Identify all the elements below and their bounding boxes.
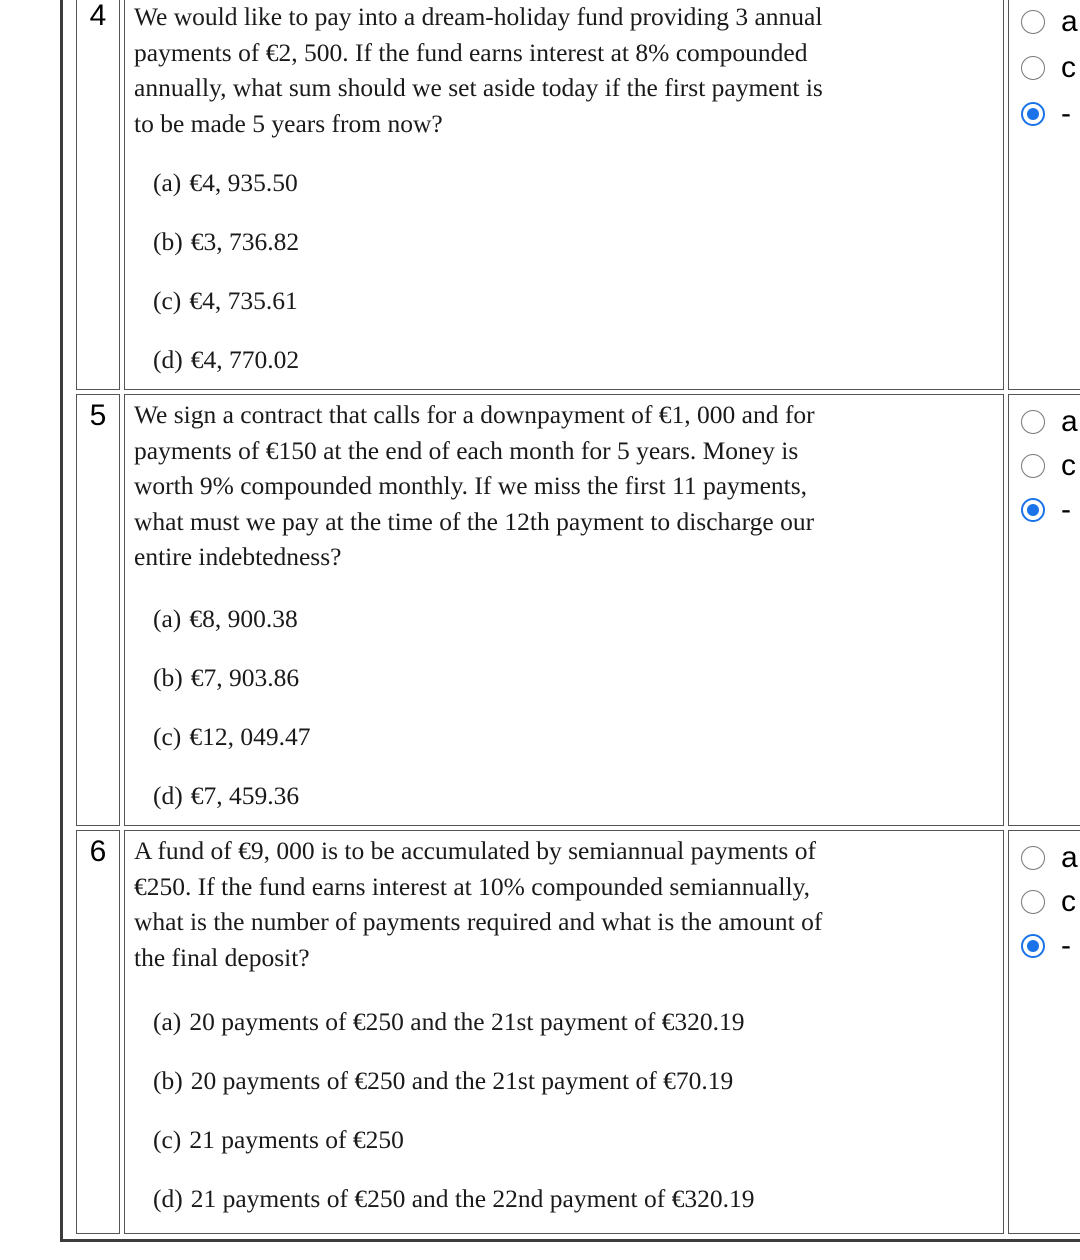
option-text: €4, 770.02 (190, 345, 300, 374)
option-item (153, 589, 1003, 648)
answer-cell (1008, 394, 1080, 826)
radio-label: c (1061, 885, 1076, 918)
question-number-cell (76, 394, 120, 826)
question-text-line: the final deposit? (134, 942, 310, 972)
question-text-line: annually, what sum should we set aside today if the first payment is (134, 73, 823, 102)
option-letter: (d) (153, 1184, 183, 1213)
option-text: 21 payments of €250 (189, 1125, 404, 1154)
question-text-line: We sign a contract that calls for a downpayment of €1, 000 and for (134, 400, 815, 429)
question-text-line: A fund of €9, 000 is to be accumulated by semiannual payments of (134, 836, 816, 865)
question-text-line: entire indebtedness? (134, 542, 342, 571)
answer-choice-a[interactable] (1021, 7, 1078, 37)
question-text (125, 831, 1003, 975)
option-list (125, 992, 1003, 1228)
radio-button-selected[interactable] (1021, 498, 1045, 522)
question-number: 6 (89, 835, 107, 868)
option-item (153, 1051, 1003, 1110)
radio-button[interactable] (1021, 410, 1045, 434)
answer-choice-dash[interactable] (1021, 931, 1071, 961)
option-letter: (c) (153, 286, 182, 315)
question-number-cell (76, 830, 120, 1234)
question-number-cell (76, 0, 120, 390)
radio-button-selected[interactable] (1021, 102, 1045, 126)
option-letter: (b) (153, 662, 183, 692)
radio-button[interactable] (1021, 56, 1045, 80)
question-text-line: payments of €2, 500. If the fund earns interest at 8% compounded (134, 37, 808, 67)
option-letter: (d) (153, 780, 183, 810)
radio-button[interactable] (1021, 890, 1045, 914)
answer-choice-c[interactable] (1021, 887, 1076, 917)
radio-button[interactable] (1021, 846, 1045, 870)
option-letter: (d) (153, 345, 183, 374)
answer-choice-dash[interactable] (1021, 495, 1071, 525)
option-letter: (a) (153, 603, 182, 633)
option-item (153, 1169, 1003, 1228)
radio-label: - (1061, 493, 1071, 526)
answer-cell (1008, 0, 1080, 390)
question-content-cell (124, 394, 1004, 826)
radio-label: a (1061, 405, 1078, 438)
option-item (153, 153, 1003, 212)
option-item (153, 271, 1003, 330)
answer-choice-dash[interactable] (1021, 99, 1071, 129)
answer-choice-c[interactable] (1021, 53, 1076, 83)
radio-button-selected[interactable] (1021, 934, 1045, 958)
question-text-line: what must we pay at the time of the 12th payment to discharge our (134, 506, 815, 536)
question-text-line: €250. If the fund earns interest at 10% compounded semiannually, (134, 871, 811, 901)
option-letter: (c) (153, 721, 182, 751)
radio-label: a (1061, 841, 1078, 874)
option-item (153, 992, 1003, 1051)
option-item (153, 707, 1003, 766)
question-content-cell (124, 830, 1004, 1234)
option-item (153, 330, 1003, 389)
answer-choice-a[interactable] (1021, 843, 1078, 873)
option-item (153, 1110, 1003, 1169)
question-text-line: what is the number of payments required and what is the amount of (134, 907, 823, 936)
radio-label: - (1061, 97, 1071, 130)
radio-label: c (1061, 449, 1076, 482)
option-text: 21 payments of €250 and the 22nd payment of €320.19 (190, 1184, 755, 1213)
option-list (125, 589, 1003, 825)
question-content-cell (124, 0, 1004, 390)
question-text-line: worth 9% compounded monthly. If we miss the first 11 payments, (134, 471, 808, 500)
option-text: €3, 736.82 (190, 227, 300, 256)
radio-label: - (1061, 929, 1071, 962)
question-number: 4 (89, 0, 107, 32)
option-text: 20 payments of €250 and the 21st payment of €320.19 (189, 1007, 745, 1036)
option-item (153, 648, 1003, 707)
radio-label: a (1061, 5, 1078, 38)
option-text: €7, 459.36 (190, 780, 300, 810)
option-letter: (a) (153, 168, 182, 197)
radio-label: c (1061, 51, 1076, 84)
option-letter: (b) (153, 1066, 183, 1095)
answer-choice-c[interactable] (1021, 451, 1076, 481)
radio-button[interactable] (1021, 454, 1045, 478)
question-text (125, 395, 1003, 575)
option-item (153, 766, 1003, 825)
question-text-line: We would like to pay into a dream-holiday fund providing 3 annual (134, 2, 823, 31)
option-text: €7, 903.86 (190, 662, 300, 692)
option-letter: (c) (153, 1125, 182, 1154)
answer-cell (1008, 830, 1080, 1234)
option-list (125, 153, 1003, 389)
option-text: €4, 735.61 (189, 286, 298, 315)
option-text: €8, 900.38 (189, 603, 298, 633)
option-letter: (b) (153, 227, 183, 256)
radio-button[interactable] (1021, 10, 1045, 34)
question-number: 5 (89, 399, 107, 432)
option-text: €4, 935.50 (189, 168, 298, 197)
question-text-line: to be made 5 years from now? (134, 108, 443, 138)
option-letter: (a) (153, 1007, 182, 1036)
question-text (125, 0, 1003, 141)
question-text-line: payments of €150 at the end of each month for 5 years. Money is (134, 435, 799, 465)
option-text: 20 payments of €250 and the 21st payment of €70.19 (190, 1066, 734, 1095)
option-text: €12, 049.47 (189, 721, 311, 751)
option-item (153, 212, 1003, 271)
answer-choice-a[interactable] (1021, 407, 1078, 437)
